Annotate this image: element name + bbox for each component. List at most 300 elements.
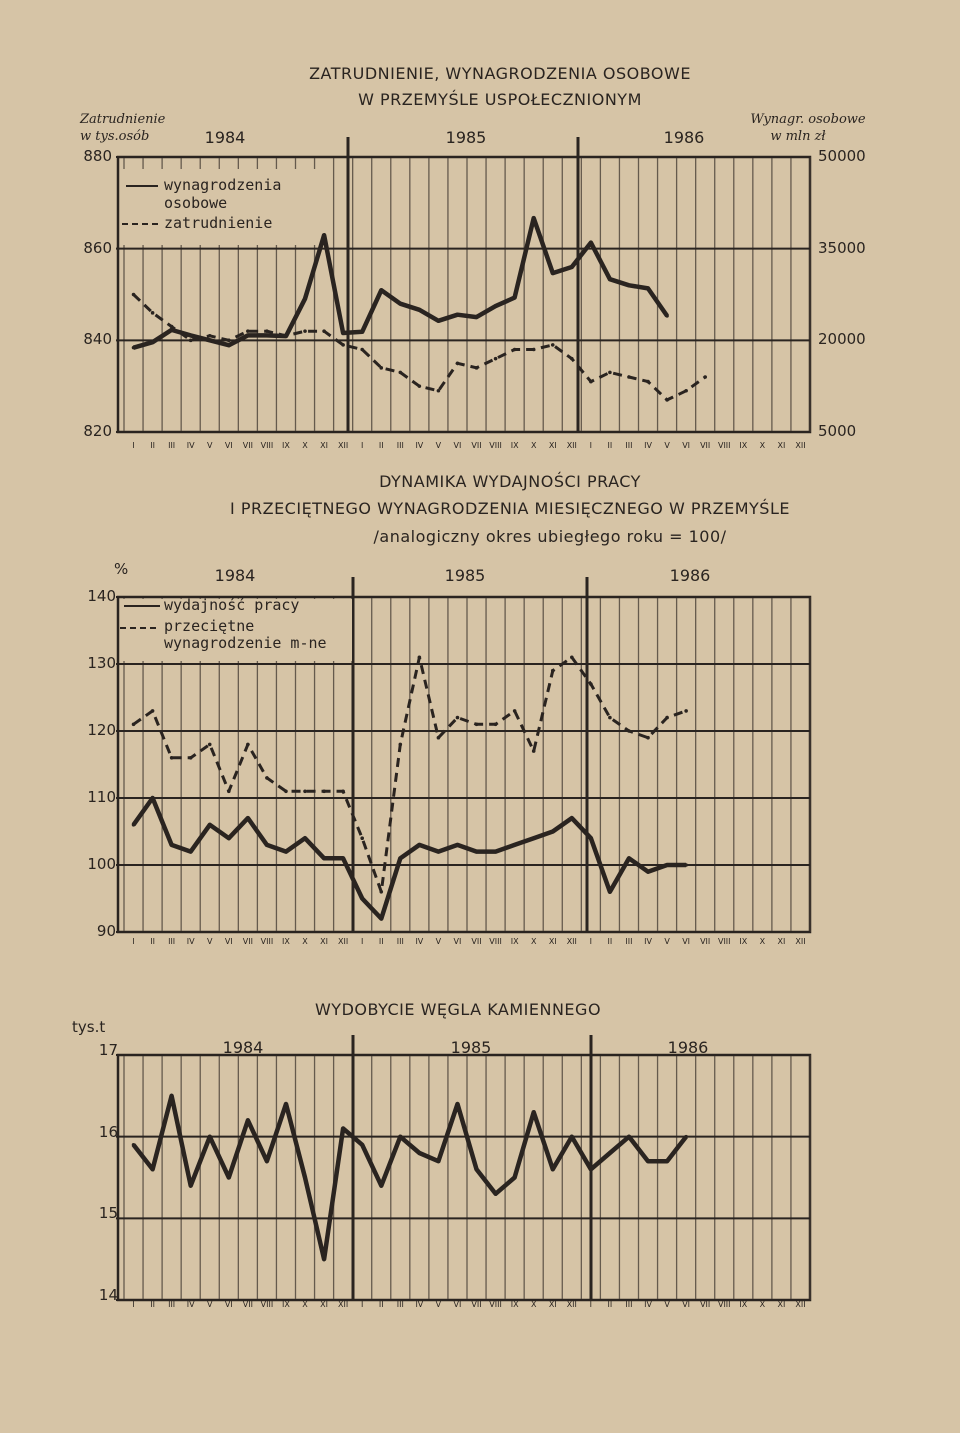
chart-1-month-tick: V xyxy=(207,441,213,450)
chart-2-wydajnosc-point xyxy=(322,857,326,861)
chart-1-zatrudnienie-point xyxy=(627,375,631,379)
chart-2-wynagrodzenie-point xyxy=(265,776,269,780)
chart-1-zatrudnienie-point xyxy=(227,339,231,343)
chart-2-wynagrodzenie-point xyxy=(684,709,688,713)
chart-1-month-tick: IV xyxy=(186,441,195,450)
chart-3-month-tick: I xyxy=(589,1300,593,1309)
chart-3-month-tick: X xyxy=(530,1300,537,1309)
chart-3-month-tick: IV xyxy=(644,1300,652,1309)
chart-3-month-tick: V xyxy=(207,1300,213,1309)
year-label: 1986 xyxy=(667,1038,709,1057)
chart-1-zatrudnienie-point xyxy=(665,398,669,402)
chart-1-wynagrodzenia-point xyxy=(322,233,326,237)
chart-1-left-tick: 880 xyxy=(83,147,112,165)
chart-2-wydajnosc-point xyxy=(494,850,498,854)
chart-2-legend-wynagrodzenie: przeciętne wynagrodzenie m-ne xyxy=(164,617,327,652)
chart-1-zatrudnienie-point xyxy=(189,339,193,343)
chart-2-wydajnosc-point xyxy=(437,850,441,854)
chart-2-wynagrodzenie-point xyxy=(227,790,231,794)
chart-3-wydobycie-point xyxy=(341,1127,345,1131)
chart-3-wydobycie-point xyxy=(132,1143,136,1147)
chart-3-month-tick: XII xyxy=(795,1300,806,1309)
chart-3-month-tick: VII xyxy=(700,1300,711,1309)
chart-2-wynagrodzenie-point xyxy=(208,743,212,747)
chart-2-wydajnosc-point xyxy=(265,843,269,847)
chart-2-month-tick: IV xyxy=(415,937,424,946)
chart-3-month-tick: VI xyxy=(224,1300,233,1309)
chart-1-month-tick: X xyxy=(759,441,766,450)
chart-3-wydobycie-point xyxy=(684,1135,688,1139)
chart-1-wynagrodzenia-point xyxy=(494,304,498,308)
chart-1-zatrudnienie-point xyxy=(589,380,593,384)
chart-1-zatrudnienie-point xyxy=(513,348,517,352)
chart-1-month-tick: I xyxy=(589,441,593,450)
chart-3-month-tick: XII xyxy=(338,1300,349,1309)
chart-2-wynagrodzenie-point xyxy=(418,656,422,660)
chart-3-month-tick: V xyxy=(664,1300,670,1309)
chart-2-month-tick: VIII xyxy=(489,937,502,946)
chart-1-month-tick: II xyxy=(378,441,384,450)
chart-2-month-tick: VII xyxy=(471,937,482,946)
chart-2-wynagrodzenie-point xyxy=(608,716,612,720)
chart-2-month-tick: VIII xyxy=(260,937,274,946)
chart-1-month-tick: II xyxy=(150,441,155,450)
chart-1-legend-zatrudnienie: zatrudnienie xyxy=(164,214,273,232)
chart-2-wydajnosc-point xyxy=(360,897,364,901)
chart-1-title: W PRZEMYŚLE USPOŁECZNIONYM xyxy=(358,90,642,109)
chart-2-wynagrodzenie-point xyxy=(303,790,307,794)
chart-2-wydajnosc-point xyxy=(151,796,155,800)
chart-1-wynagrodzenia-point xyxy=(360,330,364,334)
chart-3-wydobycie-point xyxy=(265,1159,269,1163)
chart-2-wynagrodzenie-point xyxy=(456,716,460,720)
chart-2-wydajnosc-point xyxy=(208,823,212,827)
year-label: 1986 xyxy=(663,128,705,147)
chart-3-month-tick: VI xyxy=(682,1300,691,1309)
chart-3-wydobycie-point xyxy=(360,1143,364,1147)
chart-1-month-tick: IX xyxy=(282,441,290,450)
year-label: 1984 xyxy=(204,128,246,147)
chart-1-zatrudnienie-point xyxy=(532,348,536,352)
chart-3-wydobycie-point xyxy=(227,1176,231,1180)
chart-1-wynagrodzenia-point xyxy=(399,302,403,306)
chart-1-wynagrodzenia-point xyxy=(379,288,383,292)
chart-3-frame xyxy=(118,1055,810,1300)
year-label: 1985 xyxy=(445,128,487,147)
chart-2-month-tick: II xyxy=(150,937,155,946)
chart-1-wynagrodzenia-point xyxy=(532,216,536,220)
chart-1-month-tick: XII xyxy=(566,441,577,450)
chart-2-wydajnosc-point xyxy=(379,917,383,921)
chart-2-wynagrodzenie-point xyxy=(570,656,574,660)
chart-3-month-tick: I xyxy=(132,1300,135,1309)
chart-1-month-tick: XII xyxy=(338,441,349,450)
chart-1-ylabel-right: w mln zł xyxy=(770,129,826,144)
chart-1-month-tick: I xyxy=(361,441,364,450)
chart-2-title: DYNAMIKA WYDAJNOŚCI PRACY xyxy=(379,472,641,491)
chart-3-month-tick: XI xyxy=(320,1300,328,1309)
chart-2-month-tick: III xyxy=(168,937,176,946)
chart-3-y-tick: 15 xyxy=(98,1204,118,1223)
chart-1-wynagrodzenia-point xyxy=(646,287,650,291)
chart-1-month-tick: VIII xyxy=(717,441,731,450)
chart-3-month-tick: III xyxy=(396,1300,404,1309)
chart-2-wynagrodzenie-point xyxy=(322,790,326,794)
chart-1-zatrudnienie-point xyxy=(703,375,707,379)
chart-2-wydajnosc-point xyxy=(303,836,307,840)
chart-3-month-tick: III xyxy=(625,1300,633,1309)
chart-2-wydajnosc-point xyxy=(646,870,650,874)
chart-2-wydajnosc-point xyxy=(475,850,479,854)
chart-2-wynagrodzenie-point xyxy=(284,790,288,794)
chart-1-month-tick: VI xyxy=(682,441,691,450)
chart-2-wydajnosc-point xyxy=(532,836,536,840)
chart-3-wydobycie-point xyxy=(399,1135,403,1139)
chart-1-month-tick: III xyxy=(625,441,633,450)
chart-1-month-tick: VI xyxy=(224,441,233,450)
chart-2-month-tick: IV xyxy=(644,937,652,946)
chart-3-month-tick: VII xyxy=(471,1300,482,1309)
chart-2-wydajnosc-point xyxy=(341,857,345,861)
chart-3-month-tick: XI xyxy=(548,1300,557,1309)
chart-1-wynagrodzenia-point xyxy=(513,296,517,300)
chart-3-title: WYDOBYCIE WĘGLA KAMIENNEGO xyxy=(314,1000,602,1019)
chart-1-zatrudnienie-point xyxy=(437,389,441,393)
chart-1-zatrudnienie-point xyxy=(684,389,688,393)
chart-2-month-tick: IV xyxy=(186,937,195,946)
chart-2-wydajnosc-point xyxy=(589,836,593,840)
chart-2-month-tick: VIII xyxy=(717,937,731,946)
year-label: 1984 xyxy=(214,566,256,585)
chart-1-right-tick: 50000 xyxy=(818,147,866,165)
chart-3-month-tick: X xyxy=(302,1300,308,1309)
chart-1-wynagrodzenia-point xyxy=(303,297,307,301)
chart-1-month-tick: IX xyxy=(739,441,748,450)
chart-1-month-tick: XI xyxy=(777,441,786,450)
chart-2-wydajnosc-point xyxy=(132,823,136,827)
chart-2-wynagrodzenie-point xyxy=(360,836,364,840)
chart-2-month-tick: I xyxy=(589,937,593,946)
chart-1-zatrudnienie-point xyxy=(341,343,345,347)
chart-1-wynagrodzenia-point xyxy=(456,313,460,317)
chart-2-wynagrodzenie-point xyxy=(399,743,403,747)
chart-1-zatrudnienie-point xyxy=(170,325,174,329)
chart-3-month-tick: II xyxy=(150,1300,155,1309)
chart-2-month-tick: X xyxy=(530,937,537,946)
chart-2-wynagrodzenie-point xyxy=(646,736,650,740)
chart-3-wydobycie-point xyxy=(303,1176,307,1180)
chart-3-wydobycie-point xyxy=(551,1168,555,1172)
chart-2-subtitle: /analogiczny okres ubiegłego roku = 100/ xyxy=(373,527,727,546)
chart-1-zatrudnienie-point xyxy=(475,366,479,370)
chart-3-month-tick: III xyxy=(168,1300,176,1309)
chart-3-wydobycie-point xyxy=(246,1119,250,1123)
chart-1-zatrudnienie-point xyxy=(608,371,612,375)
chart-1-month-tick: XII xyxy=(795,441,806,450)
chart-3-wydobycie-point xyxy=(418,1151,422,1155)
chart-1-right-tick: 35000 xyxy=(818,238,866,257)
chart-1-zatrudnienie-point xyxy=(494,357,498,361)
chart-3-wydobycie-point xyxy=(437,1159,441,1163)
chart-1-month-tick: V xyxy=(664,441,670,450)
chart-1-zatrudnienie-point xyxy=(132,293,136,297)
chart-2-month-tick: XII xyxy=(795,937,806,946)
chart-1-month-tick: VII xyxy=(700,441,711,450)
chart-1-wynagrodzenia-point xyxy=(189,334,193,338)
chart-3-y-tick: 17 xyxy=(98,1041,118,1059)
chart-2-wydajnosc-point xyxy=(665,863,669,867)
chart-1-month-tick: VII xyxy=(242,441,253,450)
chart-1-zatrudnienie-point xyxy=(379,366,383,370)
chart-2-month-tick: IX xyxy=(282,937,290,946)
chart-1-zatrudnienie-point xyxy=(322,329,326,333)
chart-2-wydajnosc-point xyxy=(684,863,688,867)
chart-3-ylabel: tys.t xyxy=(72,1018,106,1036)
chart-1-left-tick: 820 xyxy=(83,422,112,440)
chart-3-wydobycie-point xyxy=(646,1159,650,1163)
chart-2-wynagrodzenie-point xyxy=(494,723,498,727)
chart-2-wynagrodzenie-point xyxy=(665,716,669,720)
chart-1-wynagrodzenia-point xyxy=(227,343,231,347)
chart-1-month-tick: II xyxy=(607,441,613,450)
chart-1-month-tick: VIII xyxy=(489,441,502,450)
chart-3-month-tick: IX xyxy=(739,1300,748,1309)
chart-1-ylabel-left: w tys.osób xyxy=(80,129,150,144)
chart-3-wydobycie-point xyxy=(494,1192,498,1196)
chart-2-wydajnosc-point xyxy=(570,816,574,820)
chart-2-month-tick: V xyxy=(664,937,670,946)
chart-2-month-tick: X xyxy=(759,937,766,946)
chart-2-wydajnosc-point xyxy=(284,850,288,854)
year-label: 1986 xyxy=(669,566,711,585)
chart-2-wynagrodzenie-point xyxy=(170,756,174,760)
chart-2-wynagrodzenie-point xyxy=(475,723,479,727)
chart-1-wynagrodzenia-point xyxy=(551,271,555,275)
chart-1-wynagrodzenia-point xyxy=(437,319,441,323)
chart-3-month-tick: IX xyxy=(510,1300,519,1309)
chart-2-month-tick: XII xyxy=(566,937,577,946)
chart-2-y-tick: 100 xyxy=(87,855,116,873)
chart-3-month-tick: XI xyxy=(777,1300,786,1309)
chart-2-month-tick: VI xyxy=(682,937,691,946)
chart-2-month-tick: VI xyxy=(224,937,233,946)
chart-1-zatrudnienie-point xyxy=(360,348,364,352)
chart-1-month-tick: III xyxy=(396,441,404,450)
chart-2-wydajnosc-point xyxy=(418,843,422,847)
chart-3-wydobycie-point xyxy=(151,1168,155,1172)
chart-2-month-tick: XI xyxy=(777,937,786,946)
chart-1-month-tick: IV xyxy=(644,441,652,450)
chart-2-legend-wydajnosc: wydajność pracy xyxy=(164,596,300,614)
chart-2-wynagrodzenie-point xyxy=(246,743,250,747)
chart-2-ylabel: % xyxy=(114,560,129,578)
chart-2-y-tick: 130 xyxy=(87,654,116,672)
chart-3-wydobycie-point xyxy=(379,1184,383,1188)
chart-2-wydajnosc-point xyxy=(246,816,250,820)
chart-2-month-tick: I xyxy=(361,937,364,946)
chart-2-wynagrodzenie-point xyxy=(341,790,345,794)
chart-3-month-tick: I xyxy=(361,1300,364,1309)
chart-2-wydajnosc-point xyxy=(399,857,403,861)
chart-3-wydobycie-point xyxy=(608,1151,612,1155)
chart-1-wynagrodzenia-point xyxy=(132,346,136,350)
chart-2-title: I PRZECIĘTNEGO WYNAGRODZENIA MIESIĘCZNEGO W PRZEMYŚLE xyxy=(230,499,790,518)
chart-2-month-tick: II xyxy=(607,937,613,946)
chart-2-wynagrodzenie-point xyxy=(532,749,536,753)
chart-2-wynagrodzenie-point xyxy=(437,736,441,740)
chart-1-wynagrodzenia-point xyxy=(418,308,422,312)
chart-2-wynagrodzenie-point xyxy=(589,682,593,686)
chart-1-wynagrodzenia-point xyxy=(475,315,479,319)
chart-1-wynagrodzenia-point xyxy=(208,339,212,343)
chart-2-month-tick: VII xyxy=(700,937,711,946)
chart-2-month-tick: VII xyxy=(242,937,253,946)
chart-1-wynagrodzenia-point xyxy=(608,277,612,281)
chart-3-month-tick: II xyxy=(607,1300,613,1309)
chart-3-month-tick: XII xyxy=(566,1300,577,1309)
chart-3-month-tick: VII xyxy=(242,1300,253,1309)
chart-3-wydobycie-point xyxy=(189,1184,193,1188)
chart-2-month-tick: VI xyxy=(453,937,462,946)
chart-1-legend-wynagrodzenia: wynagrodzenia osobowe xyxy=(164,176,282,212)
chart-1-month-tick: III xyxy=(168,441,176,450)
chart-2-month-tick: XI xyxy=(320,937,328,946)
chart-1-month-tick: XI xyxy=(320,441,328,450)
chart-2-y-tick: 110 xyxy=(87,788,116,806)
chart-3-wydobycie-point xyxy=(532,1110,536,1114)
chart-3-month-tick: IX xyxy=(282,1300,290,1309)
chart-3-wydobycie-point xyxy=(208,1135,212,1139)
chart-1-zatrudnienie-point xyxy=(646,380,650,384)
chart-2-wydajnosc-point xyxy=(551,830,555,834)
chart-1-zatrudnienie-point xyxy=(151,311,155,315)
chart-2-month-tick: I xyxy=(132,937,135,946)
chart-1-zatrudnienie-point xyxy=(570,357,574,361)
chart-1-wynagrodzenia-point xyxy=(570,265,574,269)
chart-1-month-tick: I xyxy=(132,441,135,450)
chart-2-month-tick: XII xyxy=(338,937,349,946)
chart-3-month-tick: IV xyxy=(415,1300,424,1309)
chart-2-month-tick: III xyxy=(396,937,404,946)
chart-3-month-tick: II xyxy=(378,1300,384,1309)
chart-1-ylabel-right: Wynagr. osobowe xyxy=(750,112,866,127)
chart-3-wydobycie-point xyxy=(456,1102,460,1106)
chart-2-wynagrodzenie-point xyxy=(132,723,136,727)
chart-1-wynagrodzenia-point xyxy=(665,314,669,318)
chart-1-zatrudnienie-point xyxy=(551,343,555,347)
chart-3-month-tick: VIII xyxy=(717,1300,731,1309)
chart-1-month-tick: VIII xyxy=(260,441,274,450)
chart-1-wynagrodzenia-point xyxy=(151,340,155,344)
chart-2-wynagrodzenie-point xyxy=(551,669,555,673)
chart-2-month-tick: XI xyxy=(548,937,557,946)
chart-1-zatrudnienie-point xyxy=(284,334,288,338)
chart-2-month-tick: X xyxy=(302,937,308,946)
chart-2-y-tick: 90 xyxy=(96,922,116,940)
chart-2-wynagrodzenie-point xyxy=(151,709,155,713)
chart-2-wydajnosc-point xyxy=(170,843,174,847)
chart-3-wydobycie-point xyxy=(170,1094,174,1098)
chart-1-title: ZATRUDNIENIE, WYNAGRODZENIA OSOBOWE xyxy=(309,64,691,83)
chart-2-wydajnosc-point xyxy=(227,836,231,840)
chart-1-wynagrodzenia-point xyxy=(246,334,250,338)
chart-2-wydajnosc-point xyxy=(513,843,517,847)
chart-3-wydobycie-point xyxy=(627,1135,631,1139)
chart-2-wydajnosc-point xyxy=(189,850,193,854)
chart-1-month-tick: V xyxy=(435,441,442,450)
chart-1-zatrudnienie-point xyxy=(246,329,250,333)
chart-1-month-tick: XI xyxy=(548,441,557,450)
chart-1-month-tick: X xyxy=(302,441,308,450)
chart-2-month-tick: IX xyxy=(739,937,748,946)
chart-2-wynagrodzenie-point xyxy=(627,729,631,733)
chart-3-wydobycie-point xyxy=(513,1176,517,1180)
chart-1-zatrudnienie-point xyxy=(265,329,269,333)
chart-1-zatrudnienie-point xyxy=(208,334,212,338)
chart-1-left-tick: 860 xyxy=(83,238,112,257)
chart-1-zatrudnienie-point xyxy=(303,329,307,333)
year-label: 1985 xyxy=(444,566,486,585)
chart-1-right-tick: 5000 xyxy=(818,422,857,440)
chart-2-wydajnosc-point xyxy=(456,843,460,847)
chart-3-month-tick: VIII xyxy=(260,1300,274,1309)
chart-3-month-tick: IV xyxy=(186,1300,195,1309)
chart-1-wynagrodzenia-point xyxy=(627,284,631,288)
chart-2-wynagrodzenie-point xyxy=(189,756,193,760)
chart-3-y-tick: 14 xyxy=(98,1286,118,1304)
year-label: 1985 xyxy=(450,1038,492,1057)
chart-1-month-tick: IV xyxy=(415,441,424,450)
chart-1-ylabel-left: Zatrudnienie xyxy=(80,112,166,127)
chart-3-month-tick: V xyxy=(435,1300,442,1309)
chart-1-left-tick: 840 xyxy=(83,330,112,349)
chart-2-month-tick: V xyxy=(207,937,213,946)
chart-3-wydobycie-point xyxy=(589,1168,593,1172)
chart-2-y-tick: 120 xyxy=(87,721,116,739)
chart-1-wynagrodzenia-point xyxy=(341,331,345,335)
chart-3-y-tick: 16 xyxy=(98,1122,118,1141)
chart-1-month-tick: VI xyxy=(453,441,462,450)
chart-2-wydajnosc-point xyxy=(627,857,631,861)
chart-3-month-tick: X xyxy=(759,1300,766,1309)
chart-2-wydajnosc-point xyxy=(608,890,612,894)
chart-1-month-tick: IX xyxy=(510,441,519,450)
chart-1-wynagrodzenia-point xyxy=(589,241,593,245)
chart-2-month-tick: V xyxy=(435,937,442,946)
chart-1-right-tick: 20000 xyxy=(818,330,866,349)
chart-3-wydobycie-point xyxy=(475,1168,479,1172)
chart-3-wydobycie-point xyxy=(322,1257,326,1261)
chart-1-wynagrodzenia-point xyxy=(265,334,269,338)
chart-3-month-tick: VIII xyxy=(489,1300,502,1309)
chart-2-wynagrodzenie-point xyxy=(379,890,383,894)
chart-1-month-tick: X xyxy=(530,441,537,450)
chart-2-wynagrodzenie-point xyxy=(513,709,517,713)
chart-1-zatrudnienie-point xyxy=(399,371,403,375)
chart-2-month-tick: III xyxy=(625,937,633,946)
chart-3-month-tick: VI xyxy=(453,1300,462,1309)
year-label: 1984 xyxy=(222,1038,264,1057)
chart-3-wydobycie-point xyxy=(284,1102,288,1106)
chart-2-month-tick: IX xyxy=(510,937,519,946)
chart-2-month-tick: II xyxy=(378,937,384,946)
chart-1-zatrudnienie-point xyxy=(418,384,422,388)
chart-3-wydobycie-point xyxy=(665,1159,669,1163)
chart-1-month-tick: VII xyxy=(471,441,482,450)
chart-2-y-tick: 140 xyxy=(87,587,116,605)
chart-3-wydobycie-point xyxy=(570,1135,574,1139)
chart-1-zatrudnienie-point xyxy=(456,361,460,365)
